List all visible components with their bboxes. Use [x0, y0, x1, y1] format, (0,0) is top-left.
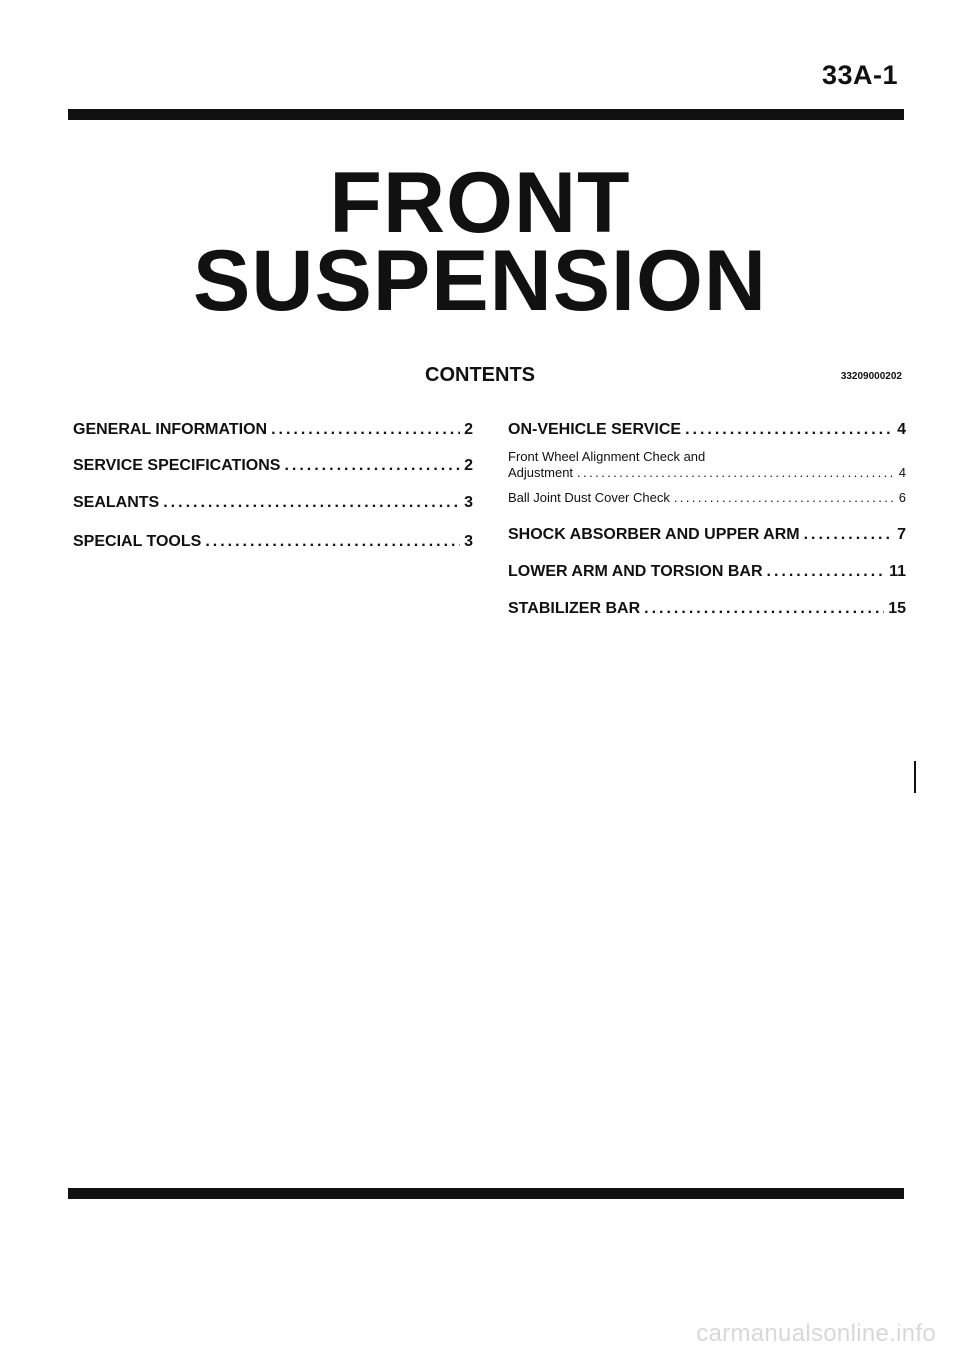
title-line-1: FRONT: [329, 155, 631, 251]
revision-change-bar: [914, 761, 916, 793]
toc-left-column: [73, 421, 473, 551]
toc-leader-dots: [685, 421, 893, 439]
toc-entry-lower-arm[interactable]: [508, 563, 906, 581]
toc-entry-page: 6: [898, 490, 906, 505]
toc-entry-page: 15: [888, 600, 906, 617]
toc-entry-title: SHOCK ABSORBER AND UPPER ARM: [508, 526, 800, 543]
toc-entry-title: Ball Joint Dust Cover Check: [508, 490, 670, 505]
toc-entry-general-information[interactable]: [73, 421, 473, 439]
toc-leader-dots: [205, 533, 460, 551]
toc-entry-title: SERVICE SPECIFICATIONS: [73, 457, 281, 474]
toc-leader-dots: [284, 457, 460, 475]
toc-entry-page: 4: [897, 421, 906, 438]
toc-leader-dots: [804, 526, 894, 544]
toc-leader-dots: [577, 465, 895, 480]
toc-entry-page: 3: [464, 494, 473, 511]
toc-leader-dots: [644, 600, 884, 618]
toc-entry-page: 2: [464, 457, 473, 474]
toc-leader-dots: [271, 421, 460, 439]
title-line-2: SUSPENSION: [193, 233, 767, 329]
toc-right-column: [508, 421, 906, 618]
toc-sub-entry-ball-joint-dust-cover[interactable]: [508, 490, 906, 505]
toc-entry-service-specifications[interactable]: [73, 457, 473, 475]
toc-sub-title-line-1: Front Wheel Alignment Check and: [508, 449, 706, 464]
toc-entry-on-vehicle-service[interactable]: [508, 421, 906, 439]
toc-entry-page: 11: [889, 563, 906, 580]
toc-sub-title-line-2: [508, 465, 906, 480]
page-number: 33A-1: [821, 60, 898, 90]
toc-entry-title: SEALANTS: [73, 494, 160, 511]
toc-entry-title: ON-VEHICLE SERVICE: [508, 421, 682, 438]
toc-entry-shock-absorber[interactable]: [508, 526, 906, 544]
toc-entry-stabilizer-bar[interactable]: [508, 600, 906, 618]
toc-entry-title: GENERAL INFORMATION: [73, 421, 268, 438]
toc-entry-sealants[interactable]: [73, 494, 473, 512]
toc-entry-page: 7: [897, 526, 906, 543]
toc-leader-dots: [163, 494, 460, 512]
toc-entry-title: STABILIZER BAR: [508, 600, 641, 617]
toc-entry-title: LOWER ARM AND TORSION BAR: [508, 563, 763, 580]
toc-entry-page: 3: [464, 533, 473, 550]
bottom-rule: [68, 1188, 904, 1199]
toc-entry-title: SPECIAL TOOLS: [73, 533, 202, 550]
watermark: carmanualsonline.info: [696, 1320, 936, 1347]
toc-entry-page: 4: [898, 465, 906, 480]
toc-leader-dots: [674, 490, 895, 505]
top-rule: [68, 109, 904, 120]
toc-entry-special-tools[interactable]: [73, 533, 473, 551]
document-code: 33209000202: [840, 371, 902, 382]
toc-leader-dots: [767, 563, 886, 581]
contents-heading: CONTENTS: [425, 364, 535, 386]
toc-entry-page: 2: [464, 421, 473, 438]
toc-sub-entry-wheel-alignment[interactable]: [508, 449, 906, 480]
toc-entry-title: Adjustment: [508, 465, 574, 480]
